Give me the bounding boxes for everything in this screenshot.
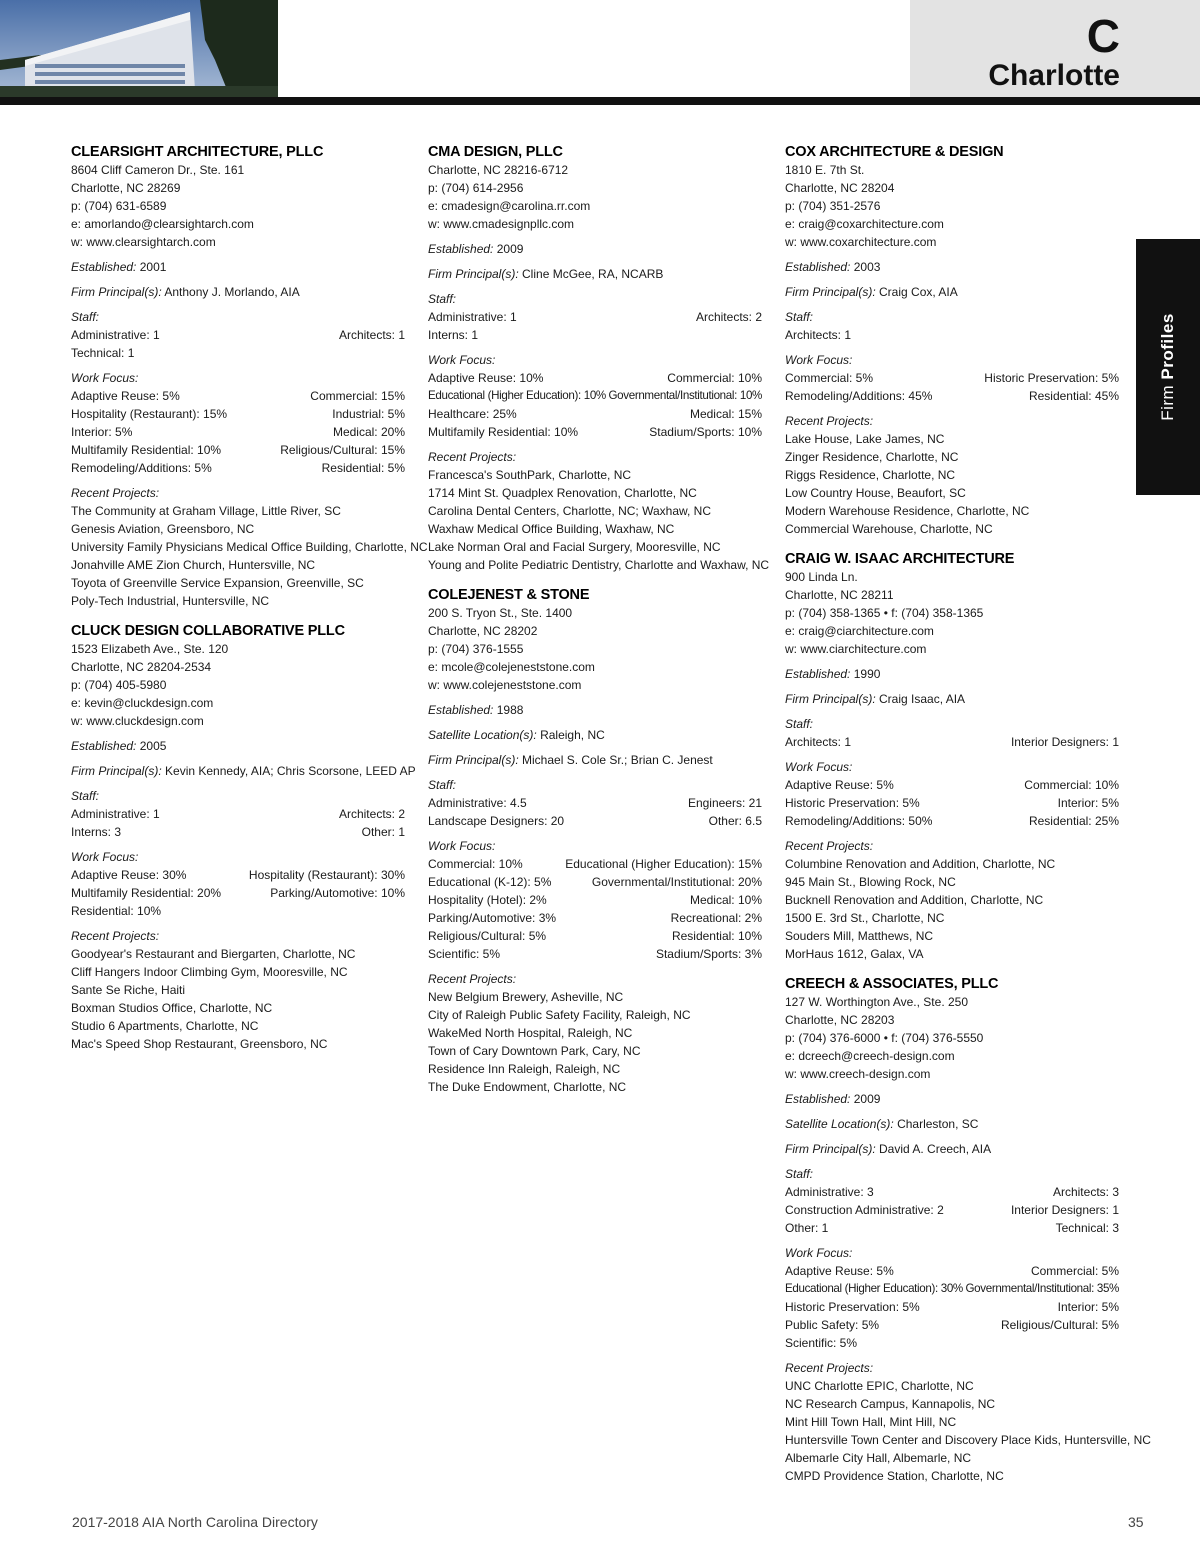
pair-row [71, 405, 405, 423]
contact-line: Charlotte, NC 28202 [428, 624, 538, 638]
project-item: The Community at Graham Village, Little River, SC [71, 504, 341, 518]
field-label: Firm Principal(s): [71, 285, 162, 299]
pair-left: Residential: 10% [71, 904, 162, 918]
field-value: 1988 [496, 703, 524, 717]
firm-listing [428, 586, 762, 1096]
project-item: Albemarle City Hall, Albemarle, NC [785, 1451, 972, 1465]
staff-label: Staff: [428, 292, 457, 306]
field-value: Craig Isaac, AIA [879, 692, 966, 706]
contact-line: p: (704) 631-6589 [71, 199, 167, 213]
pair-row [428, 855, 762, 873]
firm-field [785, 665, 1119, 683]
contact-line: 1810 E. 7th St. [785, 163, 865, 177]
project-item: UNC Charlotte EPIC, Charlotte, NC [785, 1379, 974, 1393]
pair-left: Architects: 1 [785, 328, 852, 342]
pair-row [71, 884, 405, 902]
pair-left: Multifamily Residential: 20% [71, 886, 222, 900]
page-header [0, 0, 1200, 100]
contact-line: e: dcreech@creech-design.com [785, 1049, 955, 1063]
pair-right: Architects: 2 [695, 310, 762, 324]
project-item: Mac's Speed Shop Restaurant, Greensboro, NC [71, 1037, 328, 1051]
field-label: Firm Principal(s): [785, 692, 876, 706]
contact-line: Charlotte, NC 28269 [71, 181, 181, 195]
field-value: 2005 [139, 739, 167, 753]
firm-field [785, 1140, 1119, 1158]
section-letter-box [910, 0, 1200, 97]
pair-right: Commercial: 10% [667, 371, 762, 385]
pair-row [785, 794, 1119, 812]
footer-title: 2017-2018 AIA North Carolina Directory [72, 1514, 318, 1530]
recent-projects-label: Recent Projects: [428, 972, 517, 986]
project-item: Modern Warehouse Residence, Charlotte, NC [785, 504, 1030, 518]
field-label: Established: [71, 739, 137, 753]
pair-right: Hospitality (Restaurant): 30% [248, 868, 405, 882]
work-focus-label: Work Focus: [785, 1246, 853, 1260]
pair-right: Other: 6.5 [708, 814, 762, 828]
pair-right: Medical: 20% [332, 425, 405, 439]
firm-profiles-tab [1136, 239, 1200, 495]
pair-right: Parking/Automotive: 10% [270, 886, 405, 900]
pair-right: Religious/Cultural: 5% [1000, 1318, 1119, 1332]
pair-left: Multifamily Residential: 10% [428, 425, 579, 439]
pair-left: Interior: 5% [71, 425, 133, 439]
contact-line: Charlotte, NC 28216-6712 [428, 163, 569, 177]
field-label: Firm Principal(s): [785, 1142, 876, 1156]
pair-row [71, 805, 405, 823]
field-label: Firm Principal(s): [785, 285, 876, 299]
field-value: Charleston, SC [897, 1117, 979, 1131]
pair-left: Interns: 3 [71, 825, 122, 839]
pair-left: Administrative: 4.5 [428, 796, 527, 810]
pair-right: Residential: 10% [671, 929, 762, 943]
pair-row [785, 1298, 1119, 1316]
pair-left: Public Safety: 5% [785, 1318, 880, 1332]
contact-line: Charlotte, NC 28204 [785, 181, 895, 195]
field-value: Raleigh, NC [540, 728, 605, 742]
contact-line: w: www.coxarchitecture.com [785, 235, 937, 249]
pair-left: Educational (Higher Education): 30% [785, 1282, 963, 1295]
project-item: MorHaus 1612, Galax, VA [785, 947, 924, 961]
firm-name: CREECH & ASSOCIATES, PLLC [785, 976, 999, 992]
pair-row [428, 369, 762, 387]
field-label: Established: [785, 1092, 851, 1106]
contact-line: Charlotte, NC 28211 [785, 588, 894, 602]
pair-right: Technical: 3 [1055, 1221, 1119, 1235]
pair-right: Commercial: 10% [1024, 778, 1119, 792]
pair-right: Medical: 15% [689, 407, 762, 421]
project-item: 1500 E. 3rd St., Charlotte, NC [785, 911, 945, 925]
contact-line: w: www.colejeneststone.com [428, 678, 582, 692]
project-item: Jonahville AME Zion Church, Huntersville, NC [71, 558, 316, 572]
firm-field [71, 762, 416, 780]
project-item: Residence Inn Raleigh, Raleigh, NC [428, 1062, 621, 1076]
field-value: Michael S. Cole Sr.; Brian C. Jenest [522, 753, 713, 767]
pair-row [428, 945, 762, 963]
header-rule [0, 97, 1200, 105]
pair-right: Residential: 25% [1028, 814, 1119, 828]
firm-listing [71, 622, 416, 1053]
pair-row [428, 308, 762, 326]
work-focus-label: Work Focus: [428, 839, 496, 853]
firm-listing [785, 975, 1151, 1485]
pair-left: Adaptive Reuse: 30% [71, 868, 187, 882]
firm-field [785, 690, 1119, 708]
pair-row [428, 326, 762, 344]
pair-left: Interns: 1 [428, 328, 479, 342]
project-item: Town of Cary Downtown Park, Cary, NC [428, 1044, 641, 1058]
contact-line: 8604 Cliff Cameron Dr., Ste. 161 [71, 163, 245, 177]
project-item: Toyota of Greenville Service Expansion, Greenville, SC [71, 576, 364, 590]
page-number: 35 [1128, 1514, 1144, 1530]
pair-left: Remodeling/Additions: 5% [71, 461, 212, 475]
field-value: David A. Creech, AIA [879, 1142, 992, 1156]
project-item: CMPD Providence Station, Charlotte, NC [785, 1469, 1004, 1483]
firm-listing [785, 550, 1119, 963]
field-label: Firm Principal(s): [428, 267, 519, 281]
staff-label: Staff: [71, 789, 100, 803]
project-item: Francesca's SouthPark, Charlotte, NC [428, 468, 632, 482]
building-photo [0, 0, 278, 97]
staff-label: Staff: [785, 717, 814, 731]
pair-right: Governmental/Institutional: 10% [608, 389, 762, 402]
project-item: Commercial Warehouse, Charlotte, NC [785, 522, 993, 536]
pair-row [428, 873, 762, 891]
pair-row [71, 866, 405, 884]
pair-right: Interior Designers: 1 [1010, 1203, 1119, 1217]
project-item: City of Raleigh Public Safety Facility, Raleigh, NC [428, 1008, 691, 1022]
contact-line: w: www.cmadesignpllc.com [428, 217, 575, 231]
pair-left: Historic Preservation: 5% [785, 1300, 920, 1314]
project-item: Young and Polite Pediatric Dentistry, Charlotte and Waxhaw, NC [428, 558, 770, 572]
firm-field [785, 1115, 1119, 1133]
pair-right: Engineers: 21 [687, 796, 762, 810]
pair-right: Architects: 3 [1052, 1185, 1119, 1199]
pair-row [71, 423, 405, 441]
field-value: 2009 [496, 242, 524, 256]
pair-row [785, 1219, 1119, 1237]
pair-right: Architects: 2 [338, 807, 405, 821]
work-focus-label: Work Focus: [71, 371, 139, 385]
pair-left: Construction Administrative: 2 [785, 1203, 944, 1217]
pair-row [785, 1334, 1119, 1352]
staff-label: Staff: [71, 310, 100, 324]
project-item: Souders Mill, Matthews, NC [785, 929, 934, 943]
pair-right: Educational (Higher Education): 15% [565, 857, 762, 871]
pair-row [428, 891, 762, 909]
pair-right: Governmental/Institutional: 35% [965, 1282, 1119, 1295]
project-item: The Duke Endowment, Charlotte, NC [428, 1080, 627, 1094]
recent-projects-label: Recent Projects: [71, 486, 160, 500]
pair-left: Hospitality (Restaurant): 15% [71, 407, 228, 421]
field-value: 1990 [853, 667, 881, 681]
firm-field [785, 258, 1119, 276]
field-value: Anthony J. Morlando, AIA [164, 285, 300, 299]
project-item: Genesis Aviation, Greensboro, NC [71, 522, 255, 536]
firm-field [428, 726, 762, 744]
contact-line: e: amorlando@clearsightarch.com [71, 217, 254, 231]
recent-projects-label: Recent Projects: [785, 1361, 874, 1375]
firm-name: CMA DESIGN, PLLC [428, 144, 563, 160]
contact-line: 127 W. Worthington Ave., Ste. 250 [785, 995, 969, 1009]
field-value: 2009 [853, 1092, 881, 1106]
project-item: NC Research Campus, Kannapolis, NC [785, 1397, 996, 1411]
contact-line: e: craig@coxarchitecture.com [785, 217, 944, 231]
pair-left: Historic Preservation: 5% [785, 796, 920, 810]
firm-field [428, 751, 762, 769]
pair-row [785, 1316, 1119, 1334]
work-focus-label: Work Focus: [71, 850, 139, 864]
contact-line: e: cmadesign@carolina.rr.com [428, 199, 591, 213]
section-city: Charlotte [988, 59, 1120, 92]
pair-row [428, 423, 762, 441]
project-item: Low Country House, Beaufort, SC [785, 486, 966, 500]
pair-row [71, 441, 405, 459]
contact-line: w: www.cluckdesign.com [71, 714, 204, 728]
pair-left: Commercial: 10% [428, 857, 523, 871]
field-label: Established: [785, 260, 851, 274]
recent-projects-label: Recent Projects: [71, 929, 160, 943]
field-label: Firm Principal(s): [71, 764, 162, 778]
project-item: Poly-Tech Industrial, Huntersville, NC [71, 594, 270, 608]
pair-right: Commercial: 5% [1030, 1264, 1119, 1278]
contact-line: w: www.creech-design.com [785, 1067, 931, 1081]
pair-row [785, 1201, 1119, 1219]
firm-name: COX ARCHITECTURE & DESIGN [785, 144, 1004, 160]
pair-right: Residential: 5% [321, 461, 405, 475]
tab-word-firm: Firm [1158, 384, 1177, 421]
project-item: 945 Main St., Blowing Rock, NC [785, 875, 956, 889]
project-item: Zinger Residence, Charlotte, NC [785, 450, 959, 464]
project-item: Columbine Renovation and Addition, Charlotte, NC [785, 857, 1056, 871]
pair-left: Technical: 1 [71, 346, 135, 360]
contact-line: 1523 Elizabeth Ave., Ste. 120 [71, 642, 229, 656]
pair-right: Residential: 45% [1028, 389, 1119, 403]
field-value: Kevin Kennedy, AIA; Chris Scorsone, LEED AP [165, 764, 416, 778]
pair-left: Scientific: 5% [428, 947, 501, 961]
project-item: 1714 Mint St. Quadplex Renovation, Charlotte, NC [428, 486, 697, 500]
pair-left: Administrative: 3 [785, 1185, 874, 1199]
pair-left: Other: 1 [785, 1221, 829, 1235]
field-label: Established: [428, 242, 494, 256]
pair-left: Commercial: 5% [785, 371, 874, 385]
work-focus-label: Work Focus: [785, 353, 853, 367]
pair-left: Administrative: 1 [71, 328, 160, 342]
pair-left: Educational (Higher Education): 10% [428, 389, 606, 402]
contact-line: 900 Linda Ln. [785, 570, 858, 584]
pair-left: Hospitality (Hotel): 2% [428, 893, 547, 907]
pair-left: Religious/Cultural: 5% [428, 929, 547, 943]
contact-line: e: kevin@cluckdesign.com [71, 696, 214, 710]
pair-left: Adaptive Reuse: 10% [428, 371, 544, 385]
firm-field [71, 737, 405, 755]
field-value: Craig Cox, AIA [879, 285, 958, 299]
pair-left: Adaptive Reuse: 5% [785, 1264, 894, 1278]
field-label: Satellite Location(s): [428, 728, 537, 742]
pair-row [428, 909, 762, 927]
work-focus-label: Work Focus: [428, 353, 496, 367]
project-item: Cliff Hangers Indoor Climbing Gym, Mooresville, NC [71, 965, 348, 979]
column-3 [785, 143, 1151, 1497]
pair-left: Adaptive Reuse: 5% [785, 778, 894, 792]
firm-name: COLEJENEST & STONE [428, 587, 590, 603]
project-item: Lake Norman Oral and Facial Surgery, Mooresville, NC [428, 540, 721, 554]
contact-line: Charlotte, NC 28204-2534 [71, 660, 212, 674]
project-item: Goodyear's Restaurant and Biergarten, Charlotte, NC [71, 947, 356, 961]
pair-row [785, 812, 1119, 830]
pair-right: Historic Preservation: 5% [984, 371, 1119, 385]
pair-row [71, 344, 405, 362]
field-value: Cline McGee, RA, NCARB [522, 267, 664, 281]
project-item: New Belgium Brewery, Asheville, NC [428, 990, 624, 1004]
contact-line: w: www.clearsightarch.com [71, 235, 216, 249]
pair-left: Administrative: 1 [71, 807, 160, 821]
firm-field [785, 283, 1119, 301]
staff-label: Staff: [785, 310, 814, 324]
contact-line: p: (704) 351-2576 [785, 199, 881, 213]
pair-left: Parking/Automotive: 3% [428, 911, 557, 925]
firm-field [785, 1090, 1119, 1108]
pair-right: Religious/Cultural: 15% [280, 443, 405, 457]
pair-left: Healthcare: 25% [428, 407, 517, 421]
pair-right: Commercial: 15% [310, 389, 405, 403]
pair-row [785, 776, 1119, 794]
recent-projects-label: Recent Projects: [785, 839, 874, 853]
recent-projects-label: Recent Projects: [785, 414, 874, 428]
pair-row [71, 387, 405, 405]
pair-row [71, 902, 405, 920]
firm-field [71, 283, 405, 301]
pair-right: Interior Designers: 1 [1010, 735, 1119, 749]
pair-right: Medical: 10% [689, 893, 762, 907]
firm-field [428, 265, 762, 283]
pair-row [428, 927, 762, 945]
project-item: Studio 6 Apartments, Charlotte, NC [71, 1019, 259, 1033]
field-label: Established: [428, 703, 494, 717]
field-label: Established: [785, 667, 851, 681]
field-label: Firm Principal(s): [428, 753, 519, 767]
contact-line: Charlotte, NC 28203 [785, 1013, 895, 1027]
project-item: Carolina Dental Centers, Charlotte, NC; Waxhaw, NC [428, 504, 711, 518]
contact-line: p: (704) 376-1555 [428, 642, 524, 656]
pair-row [428, 387, 762, 405]
pair-left: Multifamily Residential: 10% [71, 443, 222, 457]
pair-left: Remodeling/Additions: 50% [785, 814, 933, 828]
pair-row [785, 1280, 1119, 1298]
pair-row [785, 1262, 1119, 1280]
pair-left: Scientific: 5% [785, 1336, 858, 1350]
pair-right: Stadium/Sports: 3% [655, 947, 762, 961]
pair-row [785, 326, 1119, 344]
project-item: Bucknell Renovation and Addition, Charlotte, NC [785, 893, 1044, 907]
tab-word-profiles: Profiles [1158, 313, 1177, 380]
pair-right: Governmental/Institutional: 20% [591, 875, 762, 889]
field-value: 2001 [139, 260, 167, 274]
pair-right: Stadium/Sports: 10% [649, 425, 762, 439]
pair-row [785, 1183, 1119, 1201]
pair-row [785, 733, 1119, 751]
contact-line: w: www.ciarchitecture.com [785, 642, 927, 656]
contact-line: p: (704) 376-6000 • f: (704) 376-5550 [785, 1031, 984, 1045]
contact-line: e: craig@ciarchitecture.com [785, 624, 934, 638]
firm-name: CRAIG W. ISAAC ARCHITECTURE [785, 551, 1015, 567]
contact-line: p: (704) 405-5980 [71, 678, 167, 692]
firm-listing [71, 143, 428, 610]
field-label: Satellite Location(s): [785, 1117, 894, 1131]
contact-line: e: mcole@colejeneststone.com [428, 660, 595, 674]
pair-right: Other: 1 [361, 825, 405, 839]
pair-row [71, 823, 405, 841]
pair-row [785, 369, 1119, 387]
pair-left: Administrative: 1 [428, 310, 517, 324]
pair-right: Interior: 5% [1057, 796, 1119, 810]
pair-left: Architects: 1 [785, 735, 852, 749]
pair-left: Educational (K-12): 5% [428, 875, 552, 889]
project-item: Waxhaw Medical Office Building, Waxhaw, NC [428, 522, 675, 536]
contact-line: p: (704) 358-1365 • f: (704) 358-1365 [785, 606, 984, 620]
pair-row [428, 794, 762, 812]
project-item: Huntersville Town Center and Discovery Place Kids, Huntersville, NC [785, 1433, 1151, 1447]
pair-row [428, 405, 762, 423]
project-item: WakeMed North Hospital, Raleigh, NC [428, 1026, 633, 1040]
firm-field [71, 258, 405, 276]
pair-row [71, 459, 405, 477]
pair-row [785, 387, 1119, 405]
firm-name: CLUCK DESIGN COLLABORATIVE PLLC [71, 623, 345, 639]
column-1 [71, 143, 428, 1065]
pair-row [71, 326, 405, 344]
pair-right: Architects: 1 [338, 328, 405, 342]
section-letter: C [1086, 10, 1120, 62]
pair-left: Remodeling/Additions: 45% [785, 389, 933, 403]
pair-row [428, 812, 762, 830]
contact-line: p: (704) 614-2956 [428, 181, 524, 195]
firm-field [428, 701, 762, 719]
pair-left: Landscape Designers: 20 [428, 814, 565, 828]
project-item: University Family Physicians Medical Office Building, Charlotte, NC [71, 540, 428, 554]
recent-projects-label: Recent Projects: [428, 450, 517, 464]
pair-left: Adaptive Reuse: 5% [71, 389, 180, 403]
project-item: Riggs Residence, Charlotte, NC [785, 468, 956, 482]
column-2 [428, 143, 770, 1108]
firm-field [428, 240, 762, 258]
pair-right: Industrial: 5% [332, 407, 405, 421]
firm-listing [785, 143, 1119, 538]
staff-label: Staff: [428, 778, 457, 792]
project-item: Boxman Studios Office, Charlotte, NC [71, 1001, 273, 1015]
firm-listing [428, 143, 770, 574]
project-item: Sante Se Riche, Haiti [71, 983, 186, 997]
pair-right: Interior: 5% [1057, 1300, 1119, 1314]
field-label: Established: [71, 260, 137, 274]
field-value: 2003 [853, 260, 881, 274]
staff-label: Staff: [785, 1167, 814, 1181]
contact-line: 200 S. Tryon St., Ste. 1400 [428, 606, 573, 620]
project-item: Lake House, Lake James, NC [785, 432, 945, 446]
firm-name: CLEARSIGHT ARCHITECTURE, PLLC [71, 144, 324, 160]
work-focus-label: Work Focus: [785, 760, 853, 774]
project-item: Mint Hill Town Hall, Mint Hill, NC [785, 1415, 957, 1429]
firm-profiles-label [1158, 313, 1178, 421]
pair-right: Recreational: 2% [670, 911, 762, 925]
